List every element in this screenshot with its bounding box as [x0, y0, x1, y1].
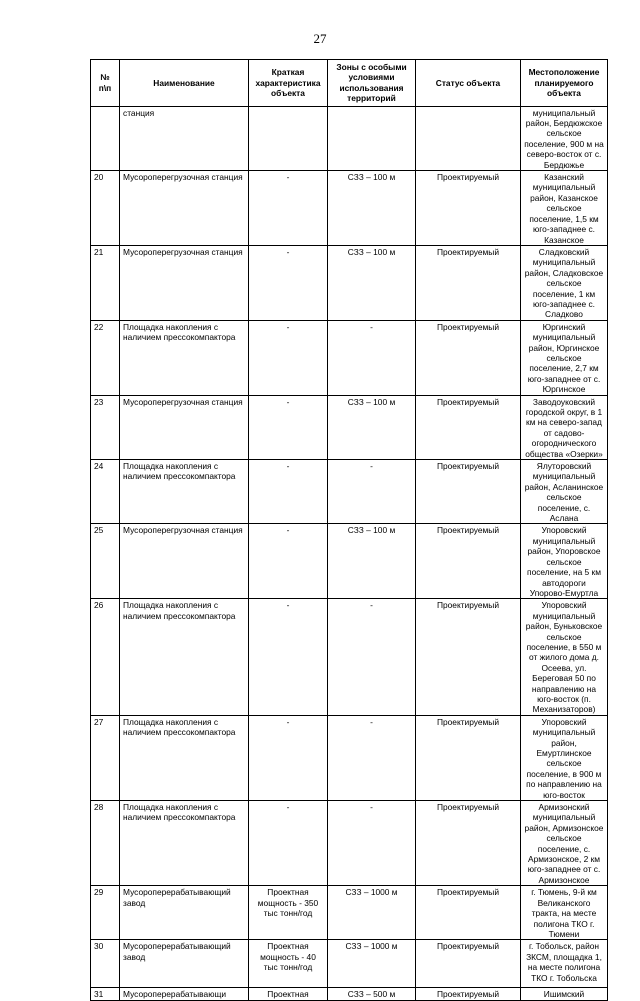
- table-body: [91, 106, 608, 1000]
- cell-status: Проектируемый: [416, 460, 521, 524]
- cell-num: 21: [91, 245, 120, 320]
- table-header-row: [91, 60, 608, 107]
- cell-num: 23: [91, 395, 120, 459]
- cell-num: 28: [91, 801, 120, 886]
- cell-num: 31: [91, 988, 120, 1000]
- table-row: [91, 245, 608, 320]
- cell-brief: -: [249, 171, 328, 246]
- cell-brief: Проектная мощность - 40 тыс тонн/год: [249, 940, 328, 988]
- cell-brief: -: [249, 245, 328, 320]
- cell-zones: СЗЗ – 100 м: [328, 395, 416, 459]
- cell-name: Площадка накопления с наличием прессокомпактора: [120, 801, 249, 886]
- cell-brief: -: [249, 320, 328, 395]
- cell-num: 26: [91, 599, 120, 715]
- cell-zones: -: [328, 715, 416, 800]
- cell-status: Проектируемый: [416, 245, 521, 320]
- table-row: [91, 940, 608, 988]
- cell-status: Проектируемый: [416, 599, 521, 715]
- cell-brief: -: [249, 801, 328, 886]
- table-row: [91, 106, 608, 170]
- cell-status: Проектируемый: [416, 320, 521, 395]
- cell-name: Площадка накопления с наличием прессокомпактора: [120, 599, 249, 715]
- cell-location: г. Тобольск, район ЗКСМ, площадка 1, на месте полигона ТКО г. Тобольска: [521, 940, 608, 988]
- cell-zones: -: [328, 320, 416, 395]
- cell-num: 24: [91, 460, 120, 524]
- cell-location: Сладковский муниципальный район, Сладковское сельское поселение, 1 км юго-западнее с. Сладково: [521, 245, 608, 320]
- cell-location: муниципальный район, Бердюжское сельское поселение, 900 м на северо-восток от с. Бердюжье: [521, 106, 608, 170]
- table-row: [91, 171, 608, 246]
- cell-status: Проектируемый: [416, 524, 521, 599]
- table-row: [91, 715, 608, 800]
- header-zones: Зоны с особыми условиями использования территорий: [328, 60, 416, 107]
- cell-brief: -: [249, 599, 328, 715]
- cell-zones: СЗЗ – 1000 м: [328, 940, 416, 988]
- cell-name: станция: [120, 106, 249, 170]
- cell-name: Мусороперегрузочная станция: [120, 395, 249, 459]
- cell-location: Ялуторовский муниципальный район, Асланинское сельское поселение, с. Аслана: [521, 460, 608, 524]
- cell-name: Площадка накопления с наличием прессокомпактора: [120, 715, 249, 800]
- header-num: № п\п: [91, 60, 120, 107]
- cell-num: 20: [91, 171, 120, 246]
- cell-status: Проектируемый: [416, 715, 521, 800]
- cell-location: Заводоуковский городской округ, в 1 км на северо-запад от садово-огороднического общества «Озерки»: [521, 395, 608, 459]
- table-row: [91, 320, 608, 395]
- table-row: [91, 395, 608, 459]
- cell-zones: [328, 106, 416, 170]
- cell-brief: [249, 106, 328, 170]
- table-row: [91, 599, 608, 715]
- table-row: [91, 988, 608, 1000]
- header-location: Местоположение планируемого объекта: [521, 60, 608, 107]
- cell-name: Мусороперерабатывающи: [120, 988, 249, 1000]
- cell-brief: Проектная: [249, 988, 328, 1000]
- header-name: Наименование: [120, 60, 249, 107]
- cell-location: г. Тюмень, 9-й км Великанского тракта, на месте полигона ТКО г. Тюмени: [521, 886, 608, 940]
- table-row: [91, 460, 608, 524]
- table-row: [91, 524, 608, 599]
- cell-status: [416, 106, 521, 170]
- table-row: [91, 886, 608, 940]
- cell-num: 25: [91, 524, 120, 599]
- table-row: [91, 801, 608, 886]
- cell-zones: -: [328, 599, 416, 715]
- cell-location: Упоровский муниципальный район, Емуртлинское сельское поселение, в 900 м по направлению на юго-восток: [521, 715, 608, 800]
- cell-name: Мусороперегрузочная станция: [120, 171, 249, 246]
- header-brief: Краткая характеристика объекта: [249, 60, 328, 107]
- cell-location: Ишимский: [521, 988, 608, 1000]
- cell-name: Площадка накопления с наличием прессокомпактора: [120, 460, 249, 524]
- cell-location: Упоровский муниципальный район, Буньковское сельское поселение, в 550 м от жилого дома д. Осеева, ул. Береговая 50 по направлению на юго-восток (п. Механизаторов): [521, 599, 608, 715]
- cell-zones: -: [328, 801, 416, 886]
- cell-zones: СЗЗ – 100 м: [328, 245, 416, 320]
- cell-name: Мусороперерабатывающий завод: [120, 886, 249, 940]
- page-number: 27: [313, 31, 327, 46]
- cell-name: Мусороперерабатывающий завод: [120, 940, 249, 988]
- cell-name: Мусороперегрузочная станция: [120, 524, 249, 599]
- cell-location: Армизонский муниципальный район, Армизонское сельское поселение, с. Армизонское, 2 км юго-западнее от с. Армизонское: [521, 801, 608, 886]
- cell-status: Проектируемый: [416, 801, 521, 886]
- cell-zones: СЗЗ – 100 м: [328, 524, 416, 599]
- cell-brief: -: [249, 395, 328, 459]
- cell-num: 30: [91, 940, 120, 988]
- header-status: Статус объекта: [416, 60, 521, 107]
- cell-status: Проектируемый: [416, 988, 521, 1000]
- cell-num: [91, 106, 120, 170]
- cell-status: Проектируемый: [416, 886, 521, 940]
- cell-zones: -: [328, 460, 416, 524]
- objects-table: [90, 59, 608, 1001]
- cell-brief: -: [249, 524, 328, 599]
- cell-status: Проектируемый: [416, 395, 521, 459]
- cell-brief: Проектная мощность - 350 тыс тонн/год: [249, 886, 328, 940]
- cell-status: Проектируемый: [416, 940, 521, 988]
- cell-zones: СЗЗ – 500 м: [328, 988, 416, 1000]
- cell-num: 29: [91, 886, 120, 940]
- cell-location: Упоровский муниципальный район, Упоровское сельское поселение, на 5 км автодороги Упорово-Емуртла: [521, 524, 608, 599]
- cell-location: Казанский муниципальный район, Казанское сельское поселение, 1,5 км юго-западнее с. Казанское: [521, 171, 608, 246]
- cell-brief: -: [249, 715, 328, 800]
- cell-zones: СЗЗ – 1000 м: [328, 886, 416, 940]
- cell-name: Мусороперегрузочная станция: [120, 245, 249, 320]
- cell-brief: -: [249, 460, 328, 524]
- cell-name: Площадка накопления с наличием прессокомпактора: [120, 320, 249, 395]
- cell-num: 27: [91, 715, 120, 800]
- cell-status: Проектируемый: [416, 171, 521, 246]
- cell-location: Юргинский муниципальный район, Юргинское сельское поселение, 2,7 км юго-западнее от с. Юргинское: [521, 320, 608, 395]
- cell-num: 22: [91, 320, 120, 395]
- cell-zones: СЗЗ – 100 м: [328, 171, 416, 246]
